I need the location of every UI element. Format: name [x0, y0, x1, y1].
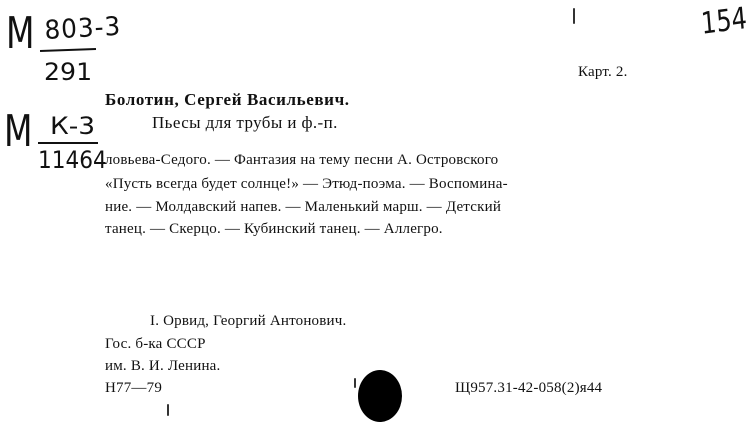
handwritten-shelf-number-2: К-3 [50, 112, 96, 140]
order-number: Н77—79 [105, 380, 163, 396]
scan-speck [354, 378, 356, 388]
scan-speck [573, 8, 575, 24]
work-title: Пьесы для трубы и ф.-п. [152, 113, 338, 132]
contents-line: ловьева-Седого. — Фантазия на тему песни А. Островского [105, 152, 499, 168]
library-name: Гос. б-ка СССР [105, 336, 206, 352]
library-name-continued: им. В. И. Ленина. [105, 358, 221, 374]
contents-line: танец. — Скерцо. — Кубинский танец. — Аллегро. [105, 221, 443, 237]
punch-hole [358, 370, 402, 422]
contents-line: «Пусть всегда будет солнце!» — Этюд-поэма. — Воспомина- [105, 176, 508, 192]
scan-speck [167, 404, 169, 416]
classification-code: Щ957.31-42-058(2)я44 [455, 380, 603, 396]
handwritten-denominator-2: 11464 [38, 146, 107, 174]
author-heading: Болотин, Сергей Васильевич. [105, 90, 350, 109]
handwritten-denominator-1: 291 [44, 58, 93, 86]
handwritten-page-number: 154 [699, 1, 749, 42]
card-number: Карт. 2. [578, 64, 628, 80]
handwritten-mark-2: М [4, 106, 33, 157]
contents-line: ние. — Молдавский напев. — Маленький марш. — Детский [105, 199, 502, 215]
handwritten-shelf-number-1: 803-3 [43, 11, 122, 46]
handwritten-mark-1: М [6, 8, 35, 59]
added-entry: I. Орвид, Георгий Антонович. [150, 313, 347, 329]
handwritten-fraction-line-1 [40, 48, 96, 52]
handwritten-fraction-line-2 [38, 142, 98, 144]
